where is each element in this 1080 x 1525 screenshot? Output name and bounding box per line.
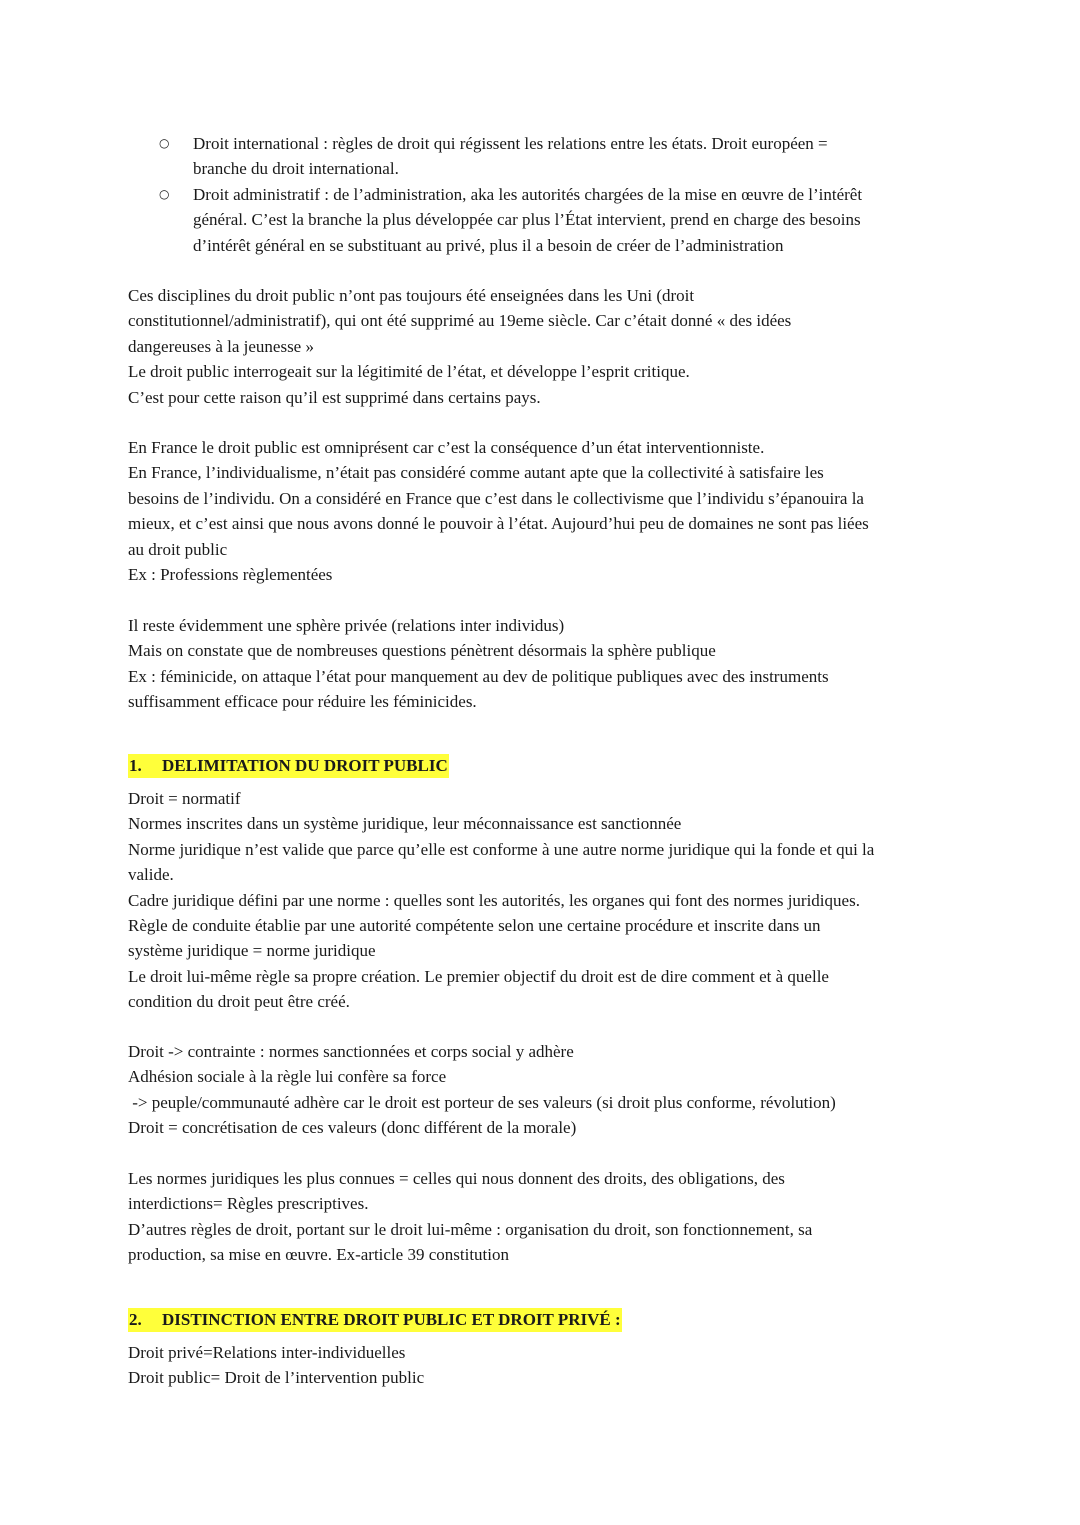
text-line: condition du droit peut être créé.: [128, 992, 350, 1012]
text-line: au droit public: [128, 539, 228, 559]
heading-number: 2.: [129, 1310, 142, 1329]
text-line: système juridique = norme juridique: [128, 941, 376, 961]
paragraph-france: [128, 435, 958, 587]
text-line: constitutionnel/administratif), qui ont été supprimé au 19eme siècle. Car c’était donné « des idées: [128, 311, 792, 331]
text-line: Droit public= Droit de l’intervention public: [128, 1368, 425, 1388]
heading-number: 1.: [129, 756, 142, 775]
text-line: -> peuple/communauté adhère car le droit est porteur de ses valeurs (si droit plus conforme, révolution): [128, 1092, 836, 1112]
section-heading-delimitation: [128, 754, 449, 778]
text-line: d’intérêt général en se substituant au privé, plus il a besoin de créer de l’administration: [193, 235, 784, 255]
text-line: besoins de l’individu. On a considéré en France que c’est dans le collectivisme que l’individu s’épanouira la: [128, 488, 864, 508]
heading-title: DISTINCTION ENTRE DROIT PUBLIC ET DROIT PRIVÉ :: [162, 1310, 621, 1329]
text-line: Le droit public interrogeait sur la légitimité de l’état, et développe l’esprit critique.: [128, 362, 690, 382]
text-line: Droit -> contrainte : normes sanctionnées et corps social y adhère: [128, 1042, 574, 1061]
text-line: Droit privé=Relations inter-individuelles: [128, 1343, 406, 1362]
circle-bullet-icon: ○: [159, 186, 170, 201]
text-line: interdictions= Règles prescriptives.: [128, 1194, 369, 1214]
paragraph-sphere-privee: [128, 613, 958, 715]
paragraph-enseignement: [128, 283, 958, 410]
bullet-item-droit-international: [0, 131, 1080, 182]
text-line: suffisamment efficace pour réduire les féminicides.: [128, 692, 477, 712]
text-line: D’autres règles de droit, portant sur le droit lui-même : organisation du droit, son fonctionnement, sa: [128, 1219, 813, 1239]
text-line: Le droit lui-même règle sa propre création. Le premier objectif du droit est de dire comment et à quelle: [128, 966, 829, 986]
text-line: Il reste évidemment une sphère privée (relations inter individus): [128, 616, 565, 635]
paragraph-distinction: [128, 1340, 958, 1391]
text-line: Ces disciplines du droit public n’ont pas toujours été enseignées dans les Uni (droit: [128, 286, 695, 305]
text-line: Adhésion sociale à la règle lui confère sa force: [128, 1067, 447, 1087]
heading-title: DELIMITATION DU DROIT PUBLIC: [162, 756, 448, 775]
text-line: Les normes juridiques les plus connues = celles qui nous donnent des droits, des obligations, des: [128, 1169, 785, 1188]
text-line: Ex : féminicide, on attaque l’état pour manquement au dev de politique publiques avec des instruments: [128, 666, 829, 686]
text-line: Normes inscrites dans un système juridique, leur méconnaissance est sanctionnée: [128, 814, 682, 834]
text-line: Règle de conduite établie par une autorité compétente selon une certaine procédure et inscrite dans un: [128, 916, 821, 936]
circle-bullet-icon: ○: [159, 136, 170, 150]
bullet-list: [0, 131, 1080, 258]
section-heading-distinction: [128, 1308, 622, 1332]
text-line: En France, l’individualisme, n’était pas considéré comme autant apte que la collectivité à satisfaire les: [128, 463, 824, 483]
paragraph-droit-normatif: [128, 786, 958, 1015]
paragraph-contrainte: [128, 1039, 958, 1141]
text-line: Droit = concrétisation de ces valeurs (donc différent de la morale): [128, 1118, 577, 1138]
text-line: général. C’est la branche la plus développée car plus l’État intervient, prend en charge des besoins: [193, 210, 861, 230]
bullet-item-droit-administratif: [0, 182, 1080, 258]
text-line: Droit = normatif: [128, 789, 241, 808]
paragraph-normes-juridiques: [128, 1166, 958, 1268]
text-line: C’est pour cette raison qu’il est supprimé dans certains pays.: [128, 387, 541, 407]
text-line: dangereuses à la jeunesse »: [128, 336, 314, 356]
text-line: Norme juridique n’est valide que parce qu’elle est conforme à une autre norme juridique qui la fonde et qui la: [128, 839, 875, 859]
text-line: En France le droit public est omniprésent car c’est la conséquence d’un état interventionniste.: [128, 438, 765, 457]
text-line: Mais on constate que de nombreuses questions pénètrent désormais la sphère publique: [128, 641, 716, 661]
text-line: Ex : Professions règlementées: [128, 565, 333, 585]
text-line: valide.: [128, 865, 174, 885]
text-line: Droit administratif : de l’administration, aka les autorités chargées de la mise en œuvre de l’intérêt: [193, 184, 863, 204]
text-line: mieux, et c’est ainsi que nous avons donné le pouvoir à l’état. Aujourd’hui peu de domaines ne sont pas liées: [128, 514, 869, 534]
text-line: production, sa mise en œuvre. Ex-article 39 constitution: [128, 1245, 509, 1265]
text-line: Droit international : règles de droit qui régissent les relations entre les états. Droit européen =: [193, 134, 828, 153]
text-line: branche du droit international.: [193, 159, 399, 179]
text-line: Cadre juridique défini par une norme : quelles sont les autorités, les organes qui font des normes juridiques.: [128, 890, 860, 910]
